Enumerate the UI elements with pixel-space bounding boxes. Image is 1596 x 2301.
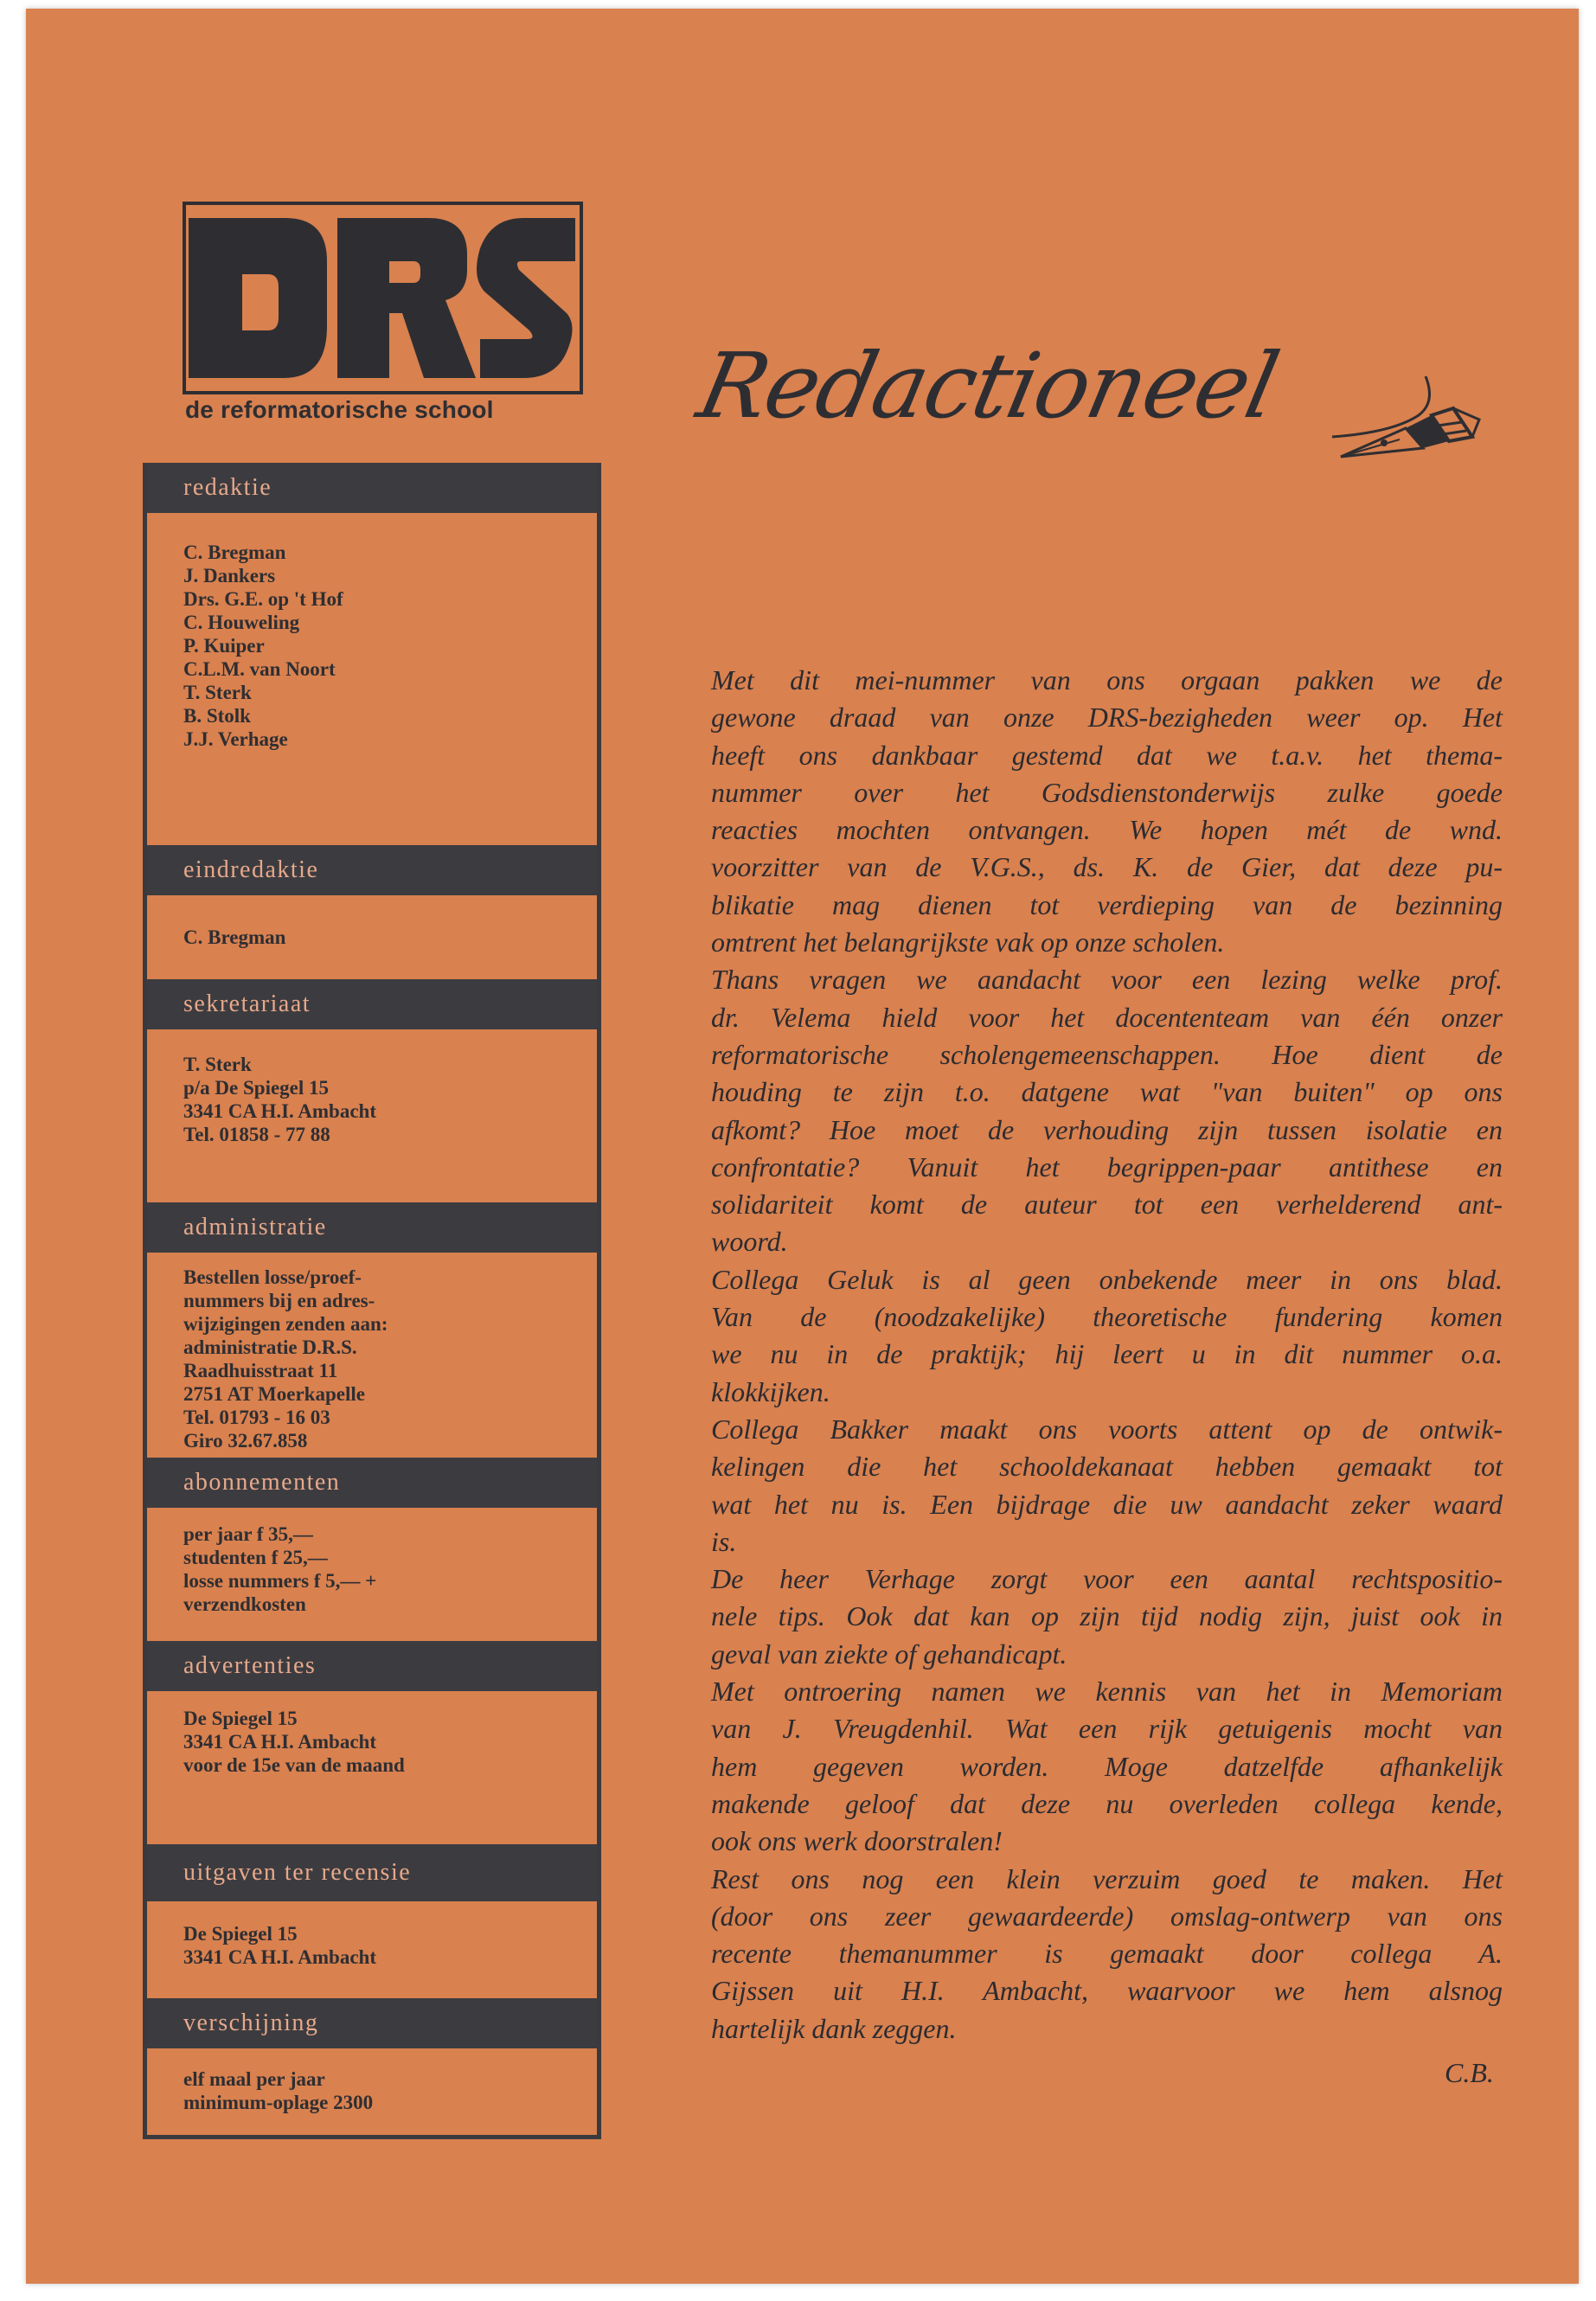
section-heading-redaktie: redaktie <box>147 463 597 513</box>
section-heading-advertenties: advertenties <box>147 1641 597 1691</box>
text-line: dr. Velema hield voor het docententeam van één onzer <box>711 1001 1503 1033</box>
text-line: Gijssen uit H.I. Ambacht, waarvoor we hem alsnog <box>711 1975 1503 2007</box>
admin-line: 2751 AT Moerkapelle <box>183 1383 365 1405</box>
abonnementen-prices <box>183 1522 581 1616</box>
frequency-line: elf maal per jaar <box>183 2068 325 2090</box>
address-line: De Spiegel 15 <box>183 1708 298 1729</box>
text-line: De heer Verhage zorgt voor een aantal rechtspositio- <box>711 1563 1503 1595</box>
text-line: heeft ons dankbaar gestemd dat we t.a.v. het thema- <box>711 739 1503 771</box>
admin-line: administratie D.R.S. <box>183 1336 357 1358</box>
text-line: Rest ons nog een klein verzuim goed te maken. Het <box>711 1862 1503 1894</box>
text-line: reacties mochten ontvangen. We hopen mét de wnd. <box>711 814 1503 846</box>
page-title: Redactioneel <box>689 333 1286 439</box>
section-heading-eindredaktie: eindredaktie <box>147 845 597 895</box>
admin-line: Tel. 01793 - 16 03 <box>183 1407 330 1428</box>
redaktie-member: B. Stolk <box>183 705 251 727</box>
admin-line: Raadhuisstraat 11 <box>183 1360 338 1381</box>
price-line: per jaar f 35,— <box>183 1523 313 1545</box>
logo-tagline: de reformatorische school <box>185 396 494 423</box>
text-line: Met ontroering namen we kennis van het in Memoriam <box>711 1676 1503 1708</box>
text-line: solidariteit komt de auteur tot een verhelderend ant- <box>711 1189 1503 1221</box>
redaktie-member: P. Kuiper <box>183 635 265 657</box>
text-line: Van de (noodzakelijke) theoretische fundering komen <box>711 1301 1503 1333</box>
redaktie-list <box>183 541 581 751</box>
text-line: Thans vragen we aandacht voor een lezing welke prof. <box>711 964 1503 996</box>
text-line: is. <box>711 1525 737 1557</box>
redaktie-member: J. Dankers <box>183 565 276 586</box>
address-line: 3341 CA H.I. Ambacht <box>183 1946 376 1968</box>
text-line: hartelijk dank zeggen. <box>711 2012 957 2044</box>
redaktie-member: T. Sterk <box>183 682 252 703</box>
verschijning-text <box>183 2067 581 2114</box>
address-line: Tel. 01858 - 77 88 <box>183 1124 330 1145</box>
masthead-column <box>143 463 601 2139</box>
section-heading-recensie: uitgaven ter recensie <box>147 1844 597 1901</box>
eindredaktie-member: C. Bregman <box>183 926 286 948</box>
text-line: hem gegeven worden. Moge datzelfde afhankelijk <box>711 1750 1503 1782</box>
text-line: klokkijken. <box>711 1375 830 1407</box>
text-line: gewone draad van onze DRS-bezigheden weer op. Het <box>711 702 1503 734</box>
price-line: verzendkosten <box>183 1593 306 1615</box>
author-signature: C.B. <box>1445 2057 1494 2088</box>
text-line: geval van ziekte of gehandicapt. <box>711 1638 1067 1670</box>
sekretariaat-address <box>183 1053 581 1146</box>
section-heading-sekretariaat: sekretariaat <box>147 979 597 1029</box>
price-line: losse nummers f 5,— + <box>183 1570 377 1592</box>
address-line: p/a De Spiegel 15 <box>183 1077 330 1099</box>
address-line: 3341 CA H.I. Ambacht <box>183 1100 376 1122</box>
redaktie-member: C. Bregman <box>183 542 286 563</box>
admin-line: wijzigingen zenden aan: <box>183 1313 388 1335</box>
text-line: wat het nu is. Een bijdrage die uw aandacht zeker waard <box>711 1488 1503 1520</box>
text-line: kelingen die het schooldekanaat hebben gemaakt tot <box>711 1451 1503 1483</box>
text-line: afkomt? Hoe moet de verhouding zijn tussen isolatie en <box>711 1113 1503 1145</box>
text-line: makende geloof dat deze nu overleden collega kende, <box>711 1787 1503 1819</box>
text-line: (door ons zeer gewaardeerde) omslag-ontwerp van ons <box>711 1900 1503 1932</box>
price-line: studenten f 25,— <box>183 1547 328 1568</box>
text-line: we nu in de praktijk; hij leert u in dit nummer o.a. <box>711 1338 1503 1370</box>
editorial-text <box>711 662 1503 2048</box>
text-line: Collega Bakker maakt ons voorts attent op de ontwik- <box>711 1413 1503 1445</box>
eindredaktie-list <box>183 926 581 949</box>
text-line: voorzitter van de V.G.S., ds. K. de Gier, dat deze pu- <box>711 851 1503 883</box>
redaktie-member: C. Houweling <box>183 612 300 633</box>
section-heading-administratie: administratie <box>147 1202 597 1253</box>
text-line: woord. <box>711 1226 788 1258</box>
address-line: De Spiegel 15 <box>183 1923 298 1945</box>
fountain-pen-icon <box>1324 355 1497 528</box>
circulation-line: minimum-oplage 2300 <box>183 2092 374 2113</box>
text-line: houding te zijn t.o. datgene wat "van buiten" op ons <box>711 1076 1503 1108</box>
text-line: van J. Vreugdenhil. Wat een rijk getuigenis mocht van <box>711 1713 1503 1745</box>
recensie-address <box>183 1922 581 1969</box>
advertenties-address <box>183 1707 581 1777</box>
section-heading-abonnementen: abonnementen <box>147 1458 597 1508</box>
redaktie-member: Drs. G.E. op 't Hof <box>183 588 343 610</box>
text-line: recente themanummer is gemaakt door collega A. <box>711 1938 1503 1970</box>
administratie-text <box>183 1266 581 1452</box>
admin-line: Giro 32.67.858 <box>183 1430 308 1452</box>
magazine-page <box>26 9 1579 2284</box>
redaktie-member: C.L.M. van Noort <box>183 658 336 680</box>
text-line: blikatie mag dienen tot verdieping van de bezinning <box>711 888 1503 920</box>
text-line: confrontatie? Vanuit het begrippen-paar antithese en <box>711 1150 1503 1183</box>
text-line: Met dit mei-nummer van ons orgaan pakken we de <box>711 664 1503 695</box>
address-line: T. Sterk <box>183 1054 252 1075</box>
address-line: 3341 CA H.I. Ambacht <box>183 1731 376 1753</box>
drs-logo <box>182 201 584 395</box>
section-heading-verschijning: verschijning <box>147 1998 597 2048</box>
address-line: voor de 15e van de maand <box>183 1754 405 1776</box>
text-line: Collega Geluk is al geen onbekende meer in ons blad. <box>711 1263 1503 1295</box>
title-block <box>683 329 1462 536</box>
text-line: ook ons werk doorstralen! <box>711 1825 1003 1857</box>
redaktie-member: J.J. Verhage <box>183 728 288 750</box>
text-line: omtrent het belangrijkste vak op onze scholen. <box>711 926 1225 958</box>
admin-line: nummers bij en adres- <box>183 1290 375 1311</box>
text-line: reformatorische scholengemeenschappen. Hoe dient de <box>711 1038 1503 1070</box>
admin-line: Bestellen losse/proef- <box>183 1266 362 1288</box>
text-line: nele tips. Ook dat kan op zijn tijd nodig zijn, juist ook in <box>711 1600 1503 1632</box>
text-line: nummer over het Godsdienstonderwijs zulke goede <box>711 776 1503 808</box>
